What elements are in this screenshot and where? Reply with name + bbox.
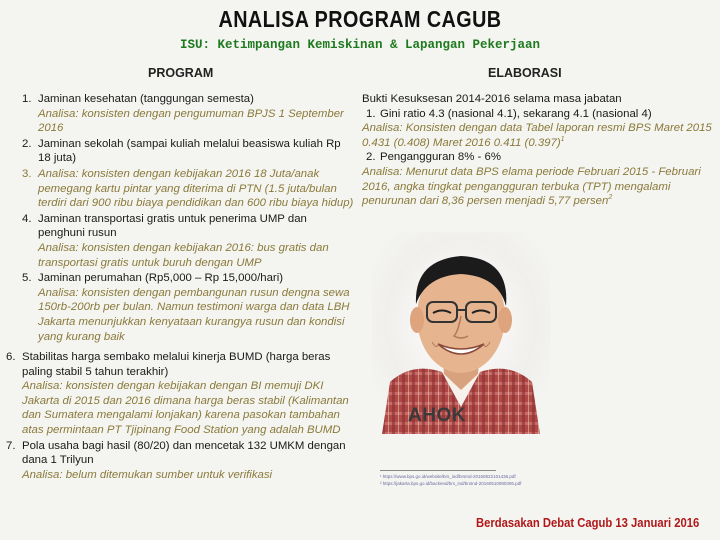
item-text: Stabilitas harga sembako melalui kinerja BUMD (harga beras paling stabil 5 tahun terakhir) bbox=[22, 351, 331, 378]
program-item bbox=[0, 350, 355, 438]
candidate-photo bbox=[372, 232, 550, 434]
program-item bbox=[0, 271, 355, 344]
elaborasi-intro: Bukti Kesuksesan 2014-2016 selama masa jabatan bbox=[362, 93, 622, 105]
item-text: Jaminan kesehatan (tanggungan semesta) bbox=[38, 93, 254, 105]
item-number: 5. bbox=[22, 272, 32, 285]
item-number: 6. bbox=[6, 351, 16, 364]
footnote[interactable]: ¹ https://www.bps.go.id/website/brs_ind/brsInd-20160822101436.pdf bbox=[380, 474, 516, 479]
program-item bbox=[0, 92, 355, 136]
footnote-ref: 1 bbox=[560, 135, 565, 143]
page-title: ANALISA PROGRAM CAGUB bbox=[218, 6, 502, 32]
item-analysis: Analisa: konsisten dengan pembangunan rusun dengna sewa 150rb-200rb per bulan. Namun testimoni warga dan data LBH Jakarta menunjukkan kenyataan kurangya rusun dan kondisi yang kurang baik bbox=[38, 286, 350, 343]
item-text: Pola usaha bagi hasil (80/20) dan mencetak 132 UMKM dengan dana 1 Trilyun bbox=[22, 439, 346, 467]
item-number: 3. bbox=[22, 167, 32, 180]
item-text: Jaminan transportasi gratis untuk penerima UMP dan penghuni rusun bbox=[38, 212, 307, 240]
page-subtitle: ISU: Ketimpangan Kemiskinan & Lapangan Pekerjaan bbox=[179, 38, 541, 52]
analysis-text: Analisa: Menurut data BPS elama periode Februari 2015 - Februari 2016, angka tingkat pengangguran terbuka (TPT) mengalami penurunan dari 8,36 persen menjadi 5,77 persen bbox=[362, 165, 701, 208]
photo-name-label: AHOK bbox=[408, 405, 466, 426]
item-number: 7. bbox=[6, 439, 16, 452]
program-item bbox=[0, 137, 355, 166]
elaborasi-item bbox=[362, 107, 712, 122]
item-text: Gini ratio 4.3 (nasional 4.1), sekarang 4.1 (nasional 4) bbox=[380, 107, 652, 120]
item-number: 1. bbox=[22, 93, 32, 105]
item-number: 1. bbox=[366, 107, 376, 120]
footnote-divider bbox=[380, 470, 496, 471]
item-analysis: Analisa: belum ditemukan sumber untuk verifikasi bbox=[22, 468, 273, 481]
elaborasi-item bbox=[362, 150, 712, 165]
item-analysis: Analisa: konsisten dengan kebijakan 2016: bus gratis dan transportasi gratis untuk buruh dengan UMP bbox=[38, 241, 329, 269]
item-text: Jaminan perumahan (Rp5,000 – Rp 15,000/hari) bbox=[38, 272, 284, 285]
analysis-text: Analisa: Konsisten dengan data Tabel laporan resmi BPS Maret 2015 0.431 (0.408) Maret 2016 0.411 (0.397) bbox=[362, 122, 712, 149]
item-analysis: Analisa: konsisten dengan kebijakan 2016 18 Juta/anak pemegang kartu pintar yang diterima di PTN (1.5 juta/bulan terdiri dari 900 ribu biaya pendidikan dan 600 ribu biaya hidup) bbox=[38, 167, 354, 210]
item-number: 4. bbox=[22, 212, 32, 225]
program-list bbox=[0, 92, 355, 483]
program-item bbox=[0, 212, 355, 270]
item-analysis bbox=[362, 121, 712, 150]
elaborasi-section bbox=[362, 92, 712, 209]
column-header-program: PROGRAM bbox=[148, 66, 214, 80]
item-text: Jaminan sekolah (sampai kuliah melalui beasiswa kuliah Rp 18 juta) bbox=[38, 137, 341, 165]
footnote-ref: 2 bbox=[608, 194, 613, 202]
item-number: 2. bbox=[22, 137, 32, 150]
column-header-elaborasi: ELABORASI bbox=[488, 66, 562, 80]
item-analysis: Analisa: konsisten dengan pengumuman BPJS 1 September 2016 bbox=[38, 107, 344, 135]
program-item bbox=[0, 167, 355, 211]
item-text: Pengangguran 8% - 6% bbox=[380, 151, 501, 164]
item-number: 2. bbox=[366, 151, 376, 164]
item-analysis bbox=[362, 165, 712, 209]
source-note: Berdasakan Debat Cagub 13 Januari 2016 bbox=[476, 516, 700, 530]
item-analysis: Analisa: konsisten dengan kebijakan dengan BI memuji DKI Jakarta di 2015 dan 2016 dimana harga beras stabil (Kalimantan dan Sumatera mengalami lonjakan) karena pasokan tambahan atas permintaan PT Tjipinang Food Station yang adalah BUMD bbox=[22, 380, 349, 437]
program-item bbox=[0, 439, 355, 483]
footnote[interactable]: ² https://jakarta.bps.go.id/backend/brs_ind/brsInd-20160510080306.pdf bbox=[380, 481, 522, 486]
